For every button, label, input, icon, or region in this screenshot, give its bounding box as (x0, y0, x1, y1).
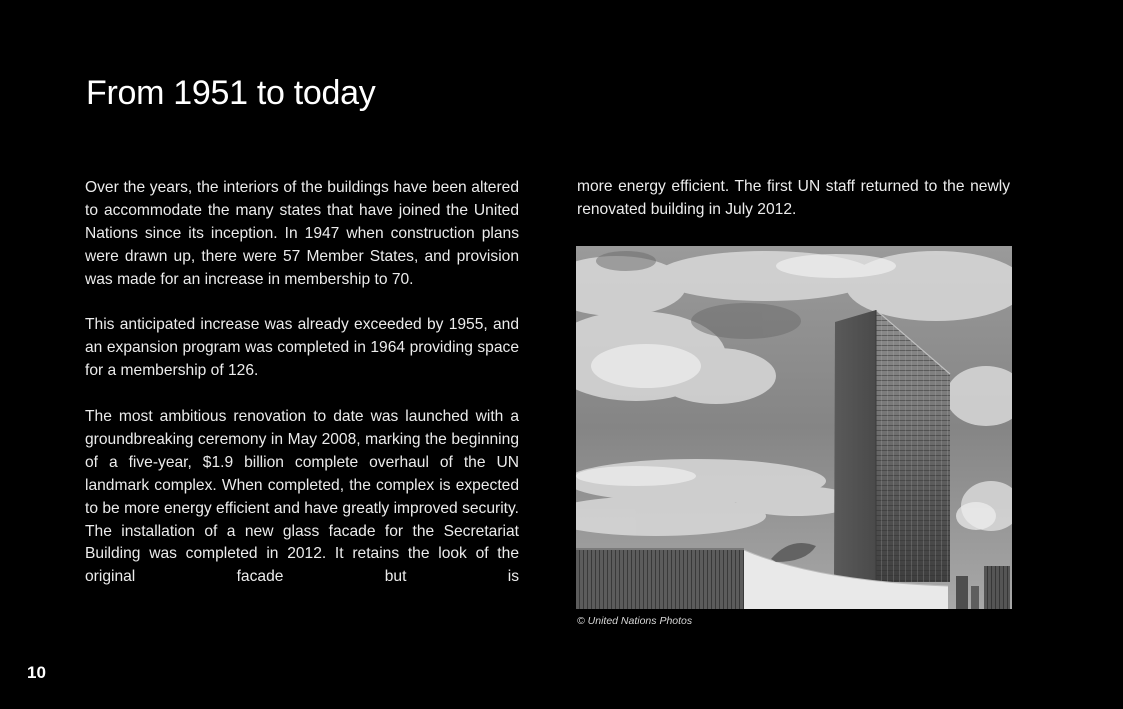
un-secretariat-building-image (576, 246, 1012, 609)
left-text-column (85, 177, 519, 612)
page-number: 10 (27, 663, 46, 682)
photo-caption: © United Nations Photos (577, 615, 693, 627)
page-title: From 1951 to today (86, 74, 376, 112)
paragraph-renovation-continued: more energy efficient. The first UN staff returned to the newly renovated building in July 2012. (577, 178, 1010, 218)
paragraph-expansion-program: This anticipated increase was already exceeded by 1955, and an expansion program was completed in 1964 providing space for a membership of 126. (85, 316, 519, 380)
un-headquarters-photo (576, 246, 1012, 609)
paragraph-membership-growth: Over the years, the interiors of the buildings have been altered to accommodate the many states that have joined the United Nations since its inception. In 1947 when construction plans were drawn up, there were 57 Member States, and provision was made for an increase in membership to 70. (85, 179, 519, 288)
right-text-column (577, 176, 1010, 245)
paragraph-renovation: The most ambitious renovation to date was launched with a groundbreaking ceremony in May 2008, marking the beginning of a five-year, $1.9 billion complete overhaul of the UN landmark complex. When completed, the complex is expected to be more energy efficient and have greatly improved security. The installation of a new glass facade for the Secretariat Building was completed in 2012. It retains the look of the original facade but is (85, 408, 519, 586)
